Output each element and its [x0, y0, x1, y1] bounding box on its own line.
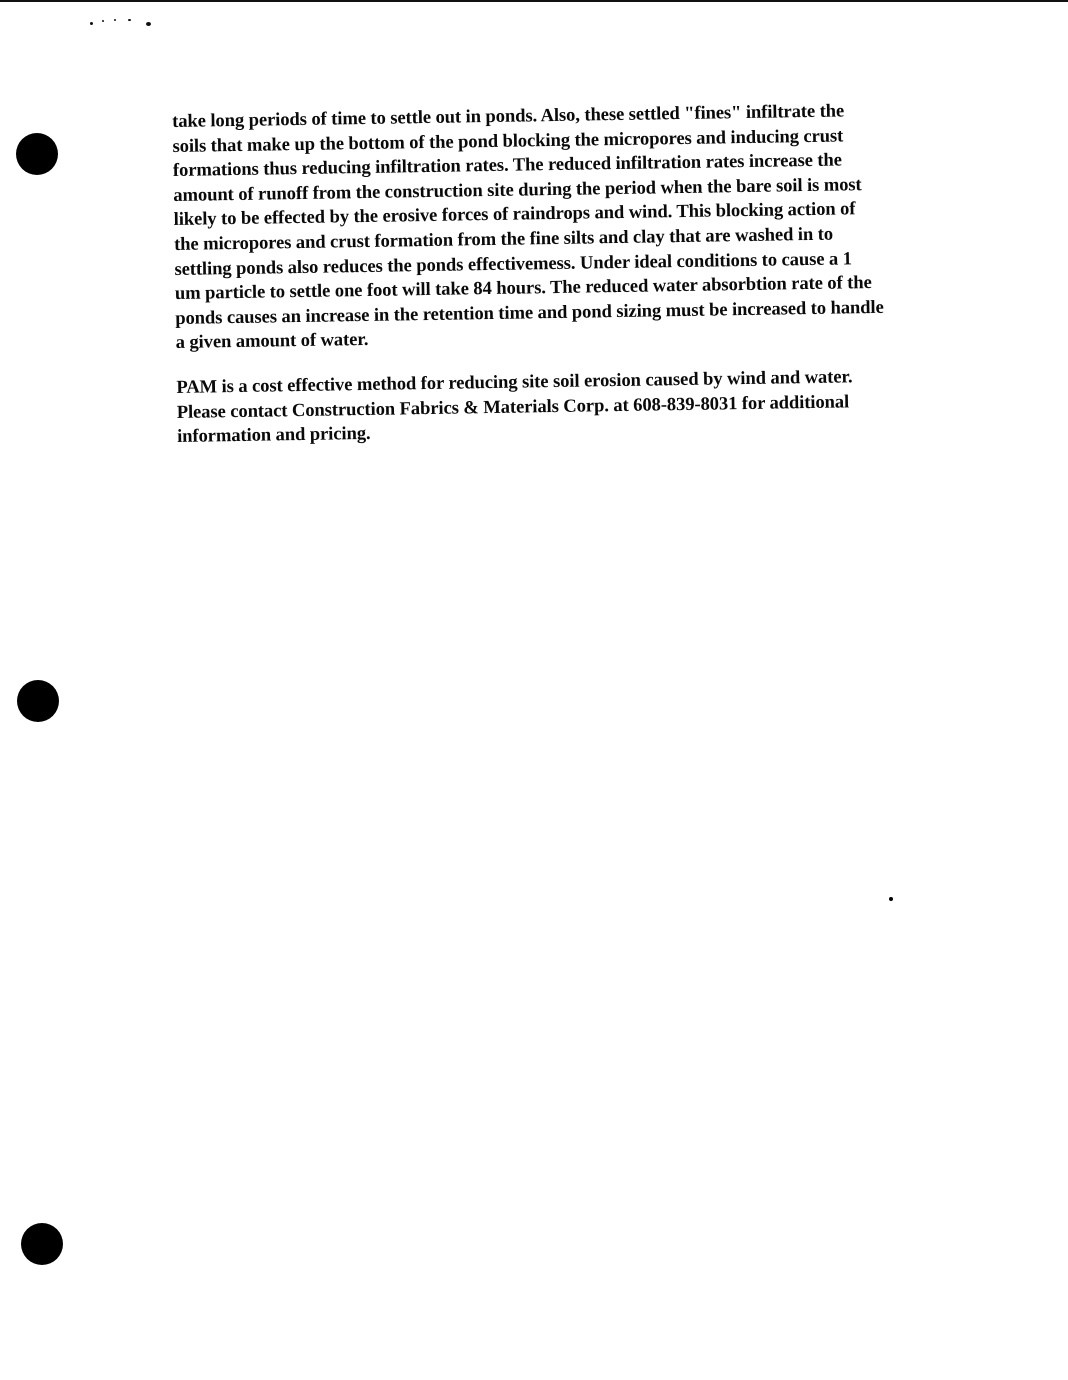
punch-hole-bottom — [21, 1223, 63, 1265]
paragraph-settling-ponds: take long periods of time to settle out in ponds. Also, these settled "fines" infiltrate the soils that make up the bottom of the pond blocking the micropores and inducing crust formations thus reducing infiltration rates. The reduced infiltration rates increase the amount of runoff from the construction site during the period when the bare soil is most likely to be effected by the erosive forces of raindrops and wind. This blocking action of the micropores and crust formation from the fine silts and clay that are washed in to settling ponds also reduces the ponds effectivemess. Under ideal conditions to cause a 1 um particle to settle one foot will take 84 hours. The reduced water absorbtion rate of the ponds causes an increase in the retention time and pond sizing must be increased to handle a given amount of water. — [172, 100, 884, 354]
punch-hole-top — [16, 133, 58, 175]
document-body — [172, 98, 953, 470]
speck — [90, 22, 93, 25]
scan-top-edge — [0, 0, 1068, 2]
speck — [102, 20, 104, 22]
paragraph-contact-info: PAM is a cost effective method for reducing site soil erosion caused by wind and water. Please contact Construction Fabrics & Materials Corp. at 608-839-8031 for additional information and pricing. — [176, 366, 853, 448]
punch-hole-middle — [17, 680, 59, 722]
speck — [128, 19, 131, 21]
scan-specks — [88, 16, 158, 28]
speck — [146, 22, 151, 26]
speck — [114, 19, 116, 21]
stray-mark — [889, 897, 893, 901]
